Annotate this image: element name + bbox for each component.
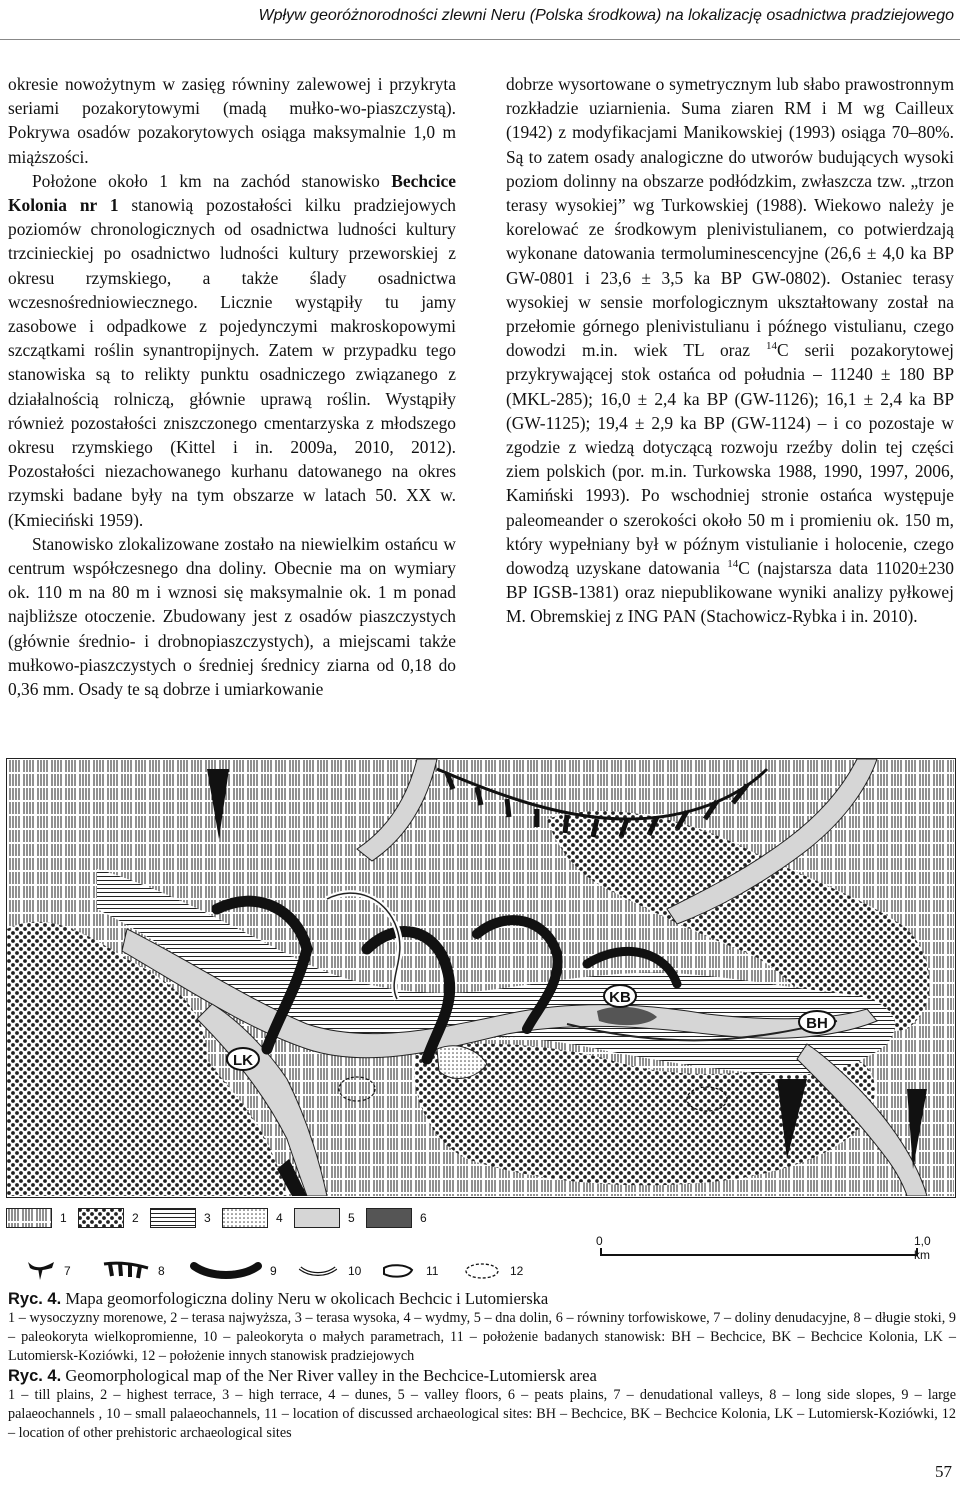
site-label-bh: BH	[806, 1015, 828, 1032]
left-paragraph-2-rest: stanowią pozostałości kilku pradziejowych poziomów chronologicznych od osadnictwa ludności kultury trzcinieckiej po osadnictwo ludności kultury przeworskiej z okresu rzymskiego, a także ślady osadnictwa wczesnośredniowiecznego. Licznie wystąpiły tu jamy zasobowe i odpadkowe z pojedynczymi makroskopowymi szczątkami roślin synantropijnych. Zatem w przypadku tego stanowiska są to relikty punktu osadniczego związanego z działalnością rolniczą, głównie uprawą roślin. Wystąpiły również pozostałości zniszczonego cmentarzyska z młodszego okresu rzymskiego (Kittel i in. 2009a, 2010, 2012). Pozostałości niezachowanego kurhanu datowanego na okres rzymski badane były na tym obszarze w latach 50. XX w. (Kmieciński 1959).	[8, 195, 456, 530]
legend-swatch-valley-floors	[294, 1208, 340, 1228]
legend-item-4	[222, 1208, 283, 1228]
legend-number: 10	[348, 1264, 362, 1278]
legend-item-6	[366, 1208, 427, 1228]
right-paragraph-1	[506, 72, 954, 629]
legend-number: 5	[348, 1211, 355, 1225]
legend-number: 6	[420, 1211, 427, 1225]
legend-item-1	[6, 1208, 67, 1228]
legend-number: 8	[158, 1264, 165, 1278]
legend-number: 3	[204, 1211, 211, 1225]
legend-number: 12	[510, 1264, 524, 1278]
legend-swatch-peat-plains	[366, 1208, 412, 1228]
site-label-lk: LK	[233, 1052, 253, 1069]
right-paragraph-part-c: C (najstarsza data 11020±230 BP IGSB-1381) oraz niepublikowane wyniki analizy pyłkowej M. Obremskiej z ING PAN (Stachowicz-Rybka i in. 2010).	[506, 558, 954, 627]
legend-item-5	[294, 1208, 355, 1228]
legend-item-9	[190, 1260, 277, 1282]
legend-number: 4	[276, 1211, 283, 1225]
left-paragraph-3: Stanowisko zlokalizowane zostało na niewielkim ostańcu w centrum współczesnego dna doliny. Obecnie ma on wymiary ok. 110 m na 80 m i wznosi się maksymalnie ok. 1 m ponad najbliższe otoczenie. Zbudowany jest z osadów piaszczystych (głównie średnio- i drobnopiaszczystych), a miejscami także mułkowo-piaszczystych o średniej średnicy ziarna od 0,18 do 0,36 mm. Osady te są dobrze i umiarkowanie	[8, 533, 456, 700]
legend-symbol-discussed-sites	[378, 1260, 418, 1282]
caption-title-text: Geomorphological map of the Ner River valley in the Bechcice-Lutomiersk area	[61, 1366, 597, 1385]
site-label-kb: KB	[609, 989, 631, 1006]
caption-title-text: Mapa geomorfologiczna doliny Neru w okolicach Bechcic i Lutomierska	[61, 1289, 549, 1308]
legend-symbol-long-slopes	[102, 1260, 150, 1282]
legend-symbol-denudational-valleys	[26, 1260, 56, 1282]
caption-title-pl	[8, 1289, 956, 1309]
legend-number: 2	[132, 1211, 139, 1225]
legend-item-12	[462, 1260, 523, 1282]
caption-title-en	[8, 1366, 956, 1386]
legend-item-7	[26, 1260, 71, 1282]
running-header	[0, 4, 960, 40]
scale-start-label: 0	[596, 1234, 603, 1248]
site-name-bechcice-kolonia: Bechcice Kolonia nr 1	[8, 170, 456, 216]
scale-bar	[596, 1234, 931, 1274]
superscript-14: 14	[727, 558, 739, 571]
legend-symbol-other-sites	[462, 1260, 502, 1282]
caption-label: Ryc. 4.	[8, 1290, 62, 1308]
legend-number: 11	[426, 1264, 439, 1278]
legend-item-11	[378, 1260, 438, 1282]
legend-number: 9	[270, 1264, 277, 1278]
geomorphological-map	[6, 758, 956, 1198]
figure-caption	[8, 1289, 956, 1443]
legend-swatch-till-plains	[6, 1208, 52, 1228]
legend-number: 7	[64, 1264, 71, 1278]
superscript-14: 14	[765, 340, 777, 353]
legend-swatch-highest-terrace	[78, 1208, 124, 1228]
right-paragraph-part-b: C serii pozakorytowej przykrywającej stok ostańca od południa – 11240 ± 180 BP (MKL-285); 16,0 ± 2,4 ka BP (GW-1126); 16,1 ± 2,4 ka BP (GW-1125); 19,4 ± 2,9 ka BP (GW-1124) – i co pozostaje w zgodzie z wiedzą dotyczącą rozwoju rzeźby dolin tej części ziem polskich (por. m.in. Turkowska 1988, 1990, 1997, 2006, Kamiński 1993). Po wschodniej stronie ostańca występuje paleomeander o szerokości około 50 m i promieniu ok. 150 m, który wypełniany był w późnym vistulianie i holocenie, czego dowodzą uzyskane datowania	[506, 340, 954, 579]
left-column	[8, 72, 456, 701]
running-title: Wpływ georóżnorodności zlewni Neru (Polska środkowa) na lokalizację osadnictwa pradziejowego	[258, 7, 954, 24]
legend-symbol-large-palaeochannels	[190, 1260, 262, 1282]
left-paragraph-2	[8, 169, 456, 532]
legend-swatch-dunes	[222, 1208, 268, 1228]
scale-end-label: 1,0 km	[914, 1234, 931, 1262]
scale-bar-line	[600, 1254, 918, 1256]
left-paragraph-1: okresie nowożytnym w zasięg równiny zalewowej i przykryta seriami pozakorytowymi (madą mułko-wo-piaszczystą). Pokrywa osadów pozakorytowych osiąga maksymalnie 1,0 m miąższości.	[8, 74, 456, 167]
legend-swatch-high-terrace	[150, 1208, 196, 1228]
left-paragraph-2-start: Położone około 1 km na zachód stanowisko	[32, 170, 392, 191]
right-paragraph-part-a: dobrze wysortowane o symetrycznym lub słabo prawostronnym rozkładzie uziarnienia. Suma ziaren RM i M wg Cailleux (1942) z modyfikacjami Manikowskiej (1993) osiąga 70–80%. Są to zatem osady analogiczne do utworów budujących wysoki poziom dolinny na obszarze podłódzkim, zwłaszcza tzw. „trzon terasy wysokiej” wg Turkowskiej (1988). Wiekowo należy je korelować ze środkowym plenivistulianem, co potwierdzają wykonane datowania termoluminescencyjne (26,6 ± 4,0 ka BP GW-0801 i 23,6 ± 3,5 ka BP GW-0802). Ostaniec terasy wysokiej w sensie morfologicznym ukształtowany został na przełomie górnego plenivistulianu i późnego vistulianu, czego dowodzi m.in. wiek TL oraz	[506, 74, 954, 361]
legend-symbol-small-palaeochannels	[296, 1260, 340, 1282]
caption-legend-en: 1 – till plains, 2 – highest terrace, 3 – high terrace, 4 – dunes, 5 – valley floors, 6 – peats plains, 7 – denudational valleys, 8 – long side slopes, 9 – large palaeochannels , 10 – small palaeochannels, 11 – location of discussed archaeological sites: BH – Bechcice, BK – Bechcice Kolonia, LK – Lutomiersk-Koziówki, 12 – location of other prehistoric archaeological sites	[8, 1387, 956, 1441]
caption-label: Ryc. 4.	[8, 1367, 62, 1385]
caption-legend-pl: 1 – wysoczyzny morenowe, 2 – terasa najwyższa, 3 – terasa wysoka, 4 – wydmy, 5 – dna dolin, 6 – równiny torfowiskowe, 7 – doliny denudacyjne, 8 – długie stoki, 9 – paleokoryta wielkopromienne, 10 – paleokoryta o małych parametrach, 11 – położenie badanych stanowisk: BH – Bechcice, BK – Bechcice Kolonia, LK – Lutomiersk-Koziówki, 12 – położenie innych stanowisk pradziejowych	[8, 1310, 956, 1364]
page-number: 57	[935, 1462, 952, 1481]
scale-tick	[600, 1248, 602, 1256]
legend-item-3	[150, 1208, 211, 1228]
legend-item-10	[296, 1260, 361, 1282]
scale-tick	[916, 1248, 918, 1256]
legend-item-2	[78, 1208, 139, 1228]
map-legend	[6, 1204, 956, 1284]
legend-number: 1	[60, 1211, 67, 1225]
legend-item-8	[102, 1260, 165, 1282]
map-drawing	[7, 759, 954, 1196]
right-column	[506, 72, 954, 629]
